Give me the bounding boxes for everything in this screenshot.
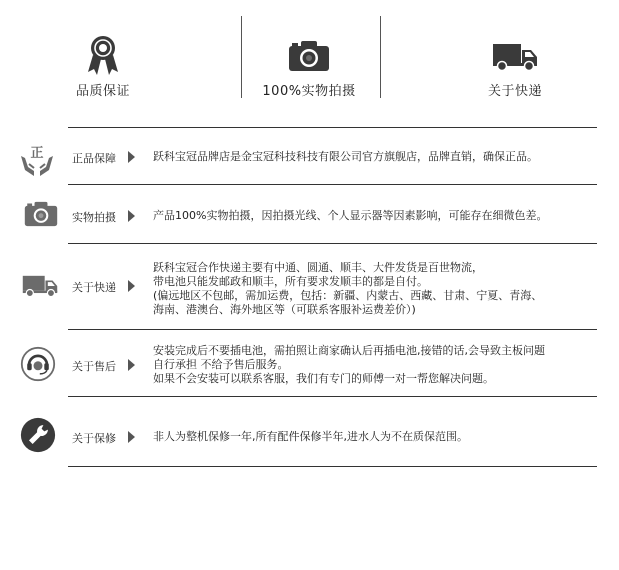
delivery-truck-icon	[492, 43, 538, 71]
row-text	[153, 150, 603, 164]
customer-service-headset-icon	[20, 346, 56, 382]
row-text-line: 如果不会安装可以联系客服，我们有专门的师傅一对一帮您解决问题。	[153, 372, 494, 385]
info-row-delivery	[0, 244, 619, 329]
row-text-line: (偏远地区不包邮，需加运费，包括：新疆、内蒙古、西藏、甘肃、宁夏、青海、	[153, 289, 543, 302]
arrow-right-icon	[128, 210, 135, 222]
row-text-line: 非人为整机保修一年,所有配件保修半年,进水人为不在质保范围。	[153, 430, 468, 443]
arrow-right-icon	[128, 151, 135, 163]
row-text-line: 自行承担 不给予售后服务。	[153, 358, 289, 371]
feature-quality-label: 品质保证	[75, 84, 130, 99]
info-row-real-photo	[0, 185, 619, 243]
row-text-line: 安装完成后不要插电池，需拍照让商家确认后再插电池,接错的话,会导致主板问题	[153, 344, 545, 357]
row-text-line: 跃科宝冠品牌店是金宝冠科技科技有限公司官方旗舰店，品牌直销，确保正品。	[153, 150, 538, 163]
row-text	[153, 344, 603, 386]
feature-strip	[0, 0, 619, 112]
row-text	[153, 430, 603, 444]
row-text	[153, 209, 603, 223]
row-text	[153, 261, 603, 317]
arrow-right-icon	[128, 359, 135, 371]
feature-real-photo-label: 100%实物拍摄	[262, 84, 356, 99]
wrench-repair-icon	[20, 417, 56, 453]
row-label: 实物拍摄	[72, 211, 116, 224]
feature-real-photo	[206, 0, 412, 112]
row-text-line: 产品100%实物拍摄，因拍摄光线、个人显示器等因素影响，可能存在细微色差。	[153, 209, 548, 222]
feature-delivery	[412, 0, 618, 112]
row-divider	[68, 466, 597, 467]
arrow-right-icon	[128, 280, 135, 292]
row-text-line: 海南、港澳台、海外地区等（可联系客服补运费差价）)	[153, 303, 416, 316]
camera-icon	[288, 40, 330, 72]
delivery-truck-icon	[22, 274, 58, 298]
svg-text:正: 正	[30, 146, 44, 161]
info-row-warranty	[0, 397, 619, 467]
genuine-hands-icon	[17, 140, 57, 180]
arrow-right-icon	[128, 431, 135, 443]
row-label: 关于快递	[72, 281, 116, 294]
row-label: 正品保障	[72, 152, 116, 165]
row-text-line: 带电池只能发邮政和顺丰，所有要求发顺丰的都是自付。	[153, 275, 428, 288]
feature-delivery-label: 关于快递	[487, 84, 542, 99]
row-label: 关于保修	[72, 432, 116, 445]
camera-icon	[24, 199, 58, 229]
row-text-line: 跃科宝冠合作快递主要有中通、圆通、顺丰、大件发货是百世物流，	[153, 261, 483, 274]
award-ribbon-icon	[86, 34, 120, 76]
feature-quality	[0, 0, 206, 112]
vertical-divider	[380, 16, 381, 98]
row-label: 关于售后	[72, 360, 116, 373]
info-row-genuine	[0, 128, 619, 184]
info-row-after-sales	[0, 330, 619, 396]
